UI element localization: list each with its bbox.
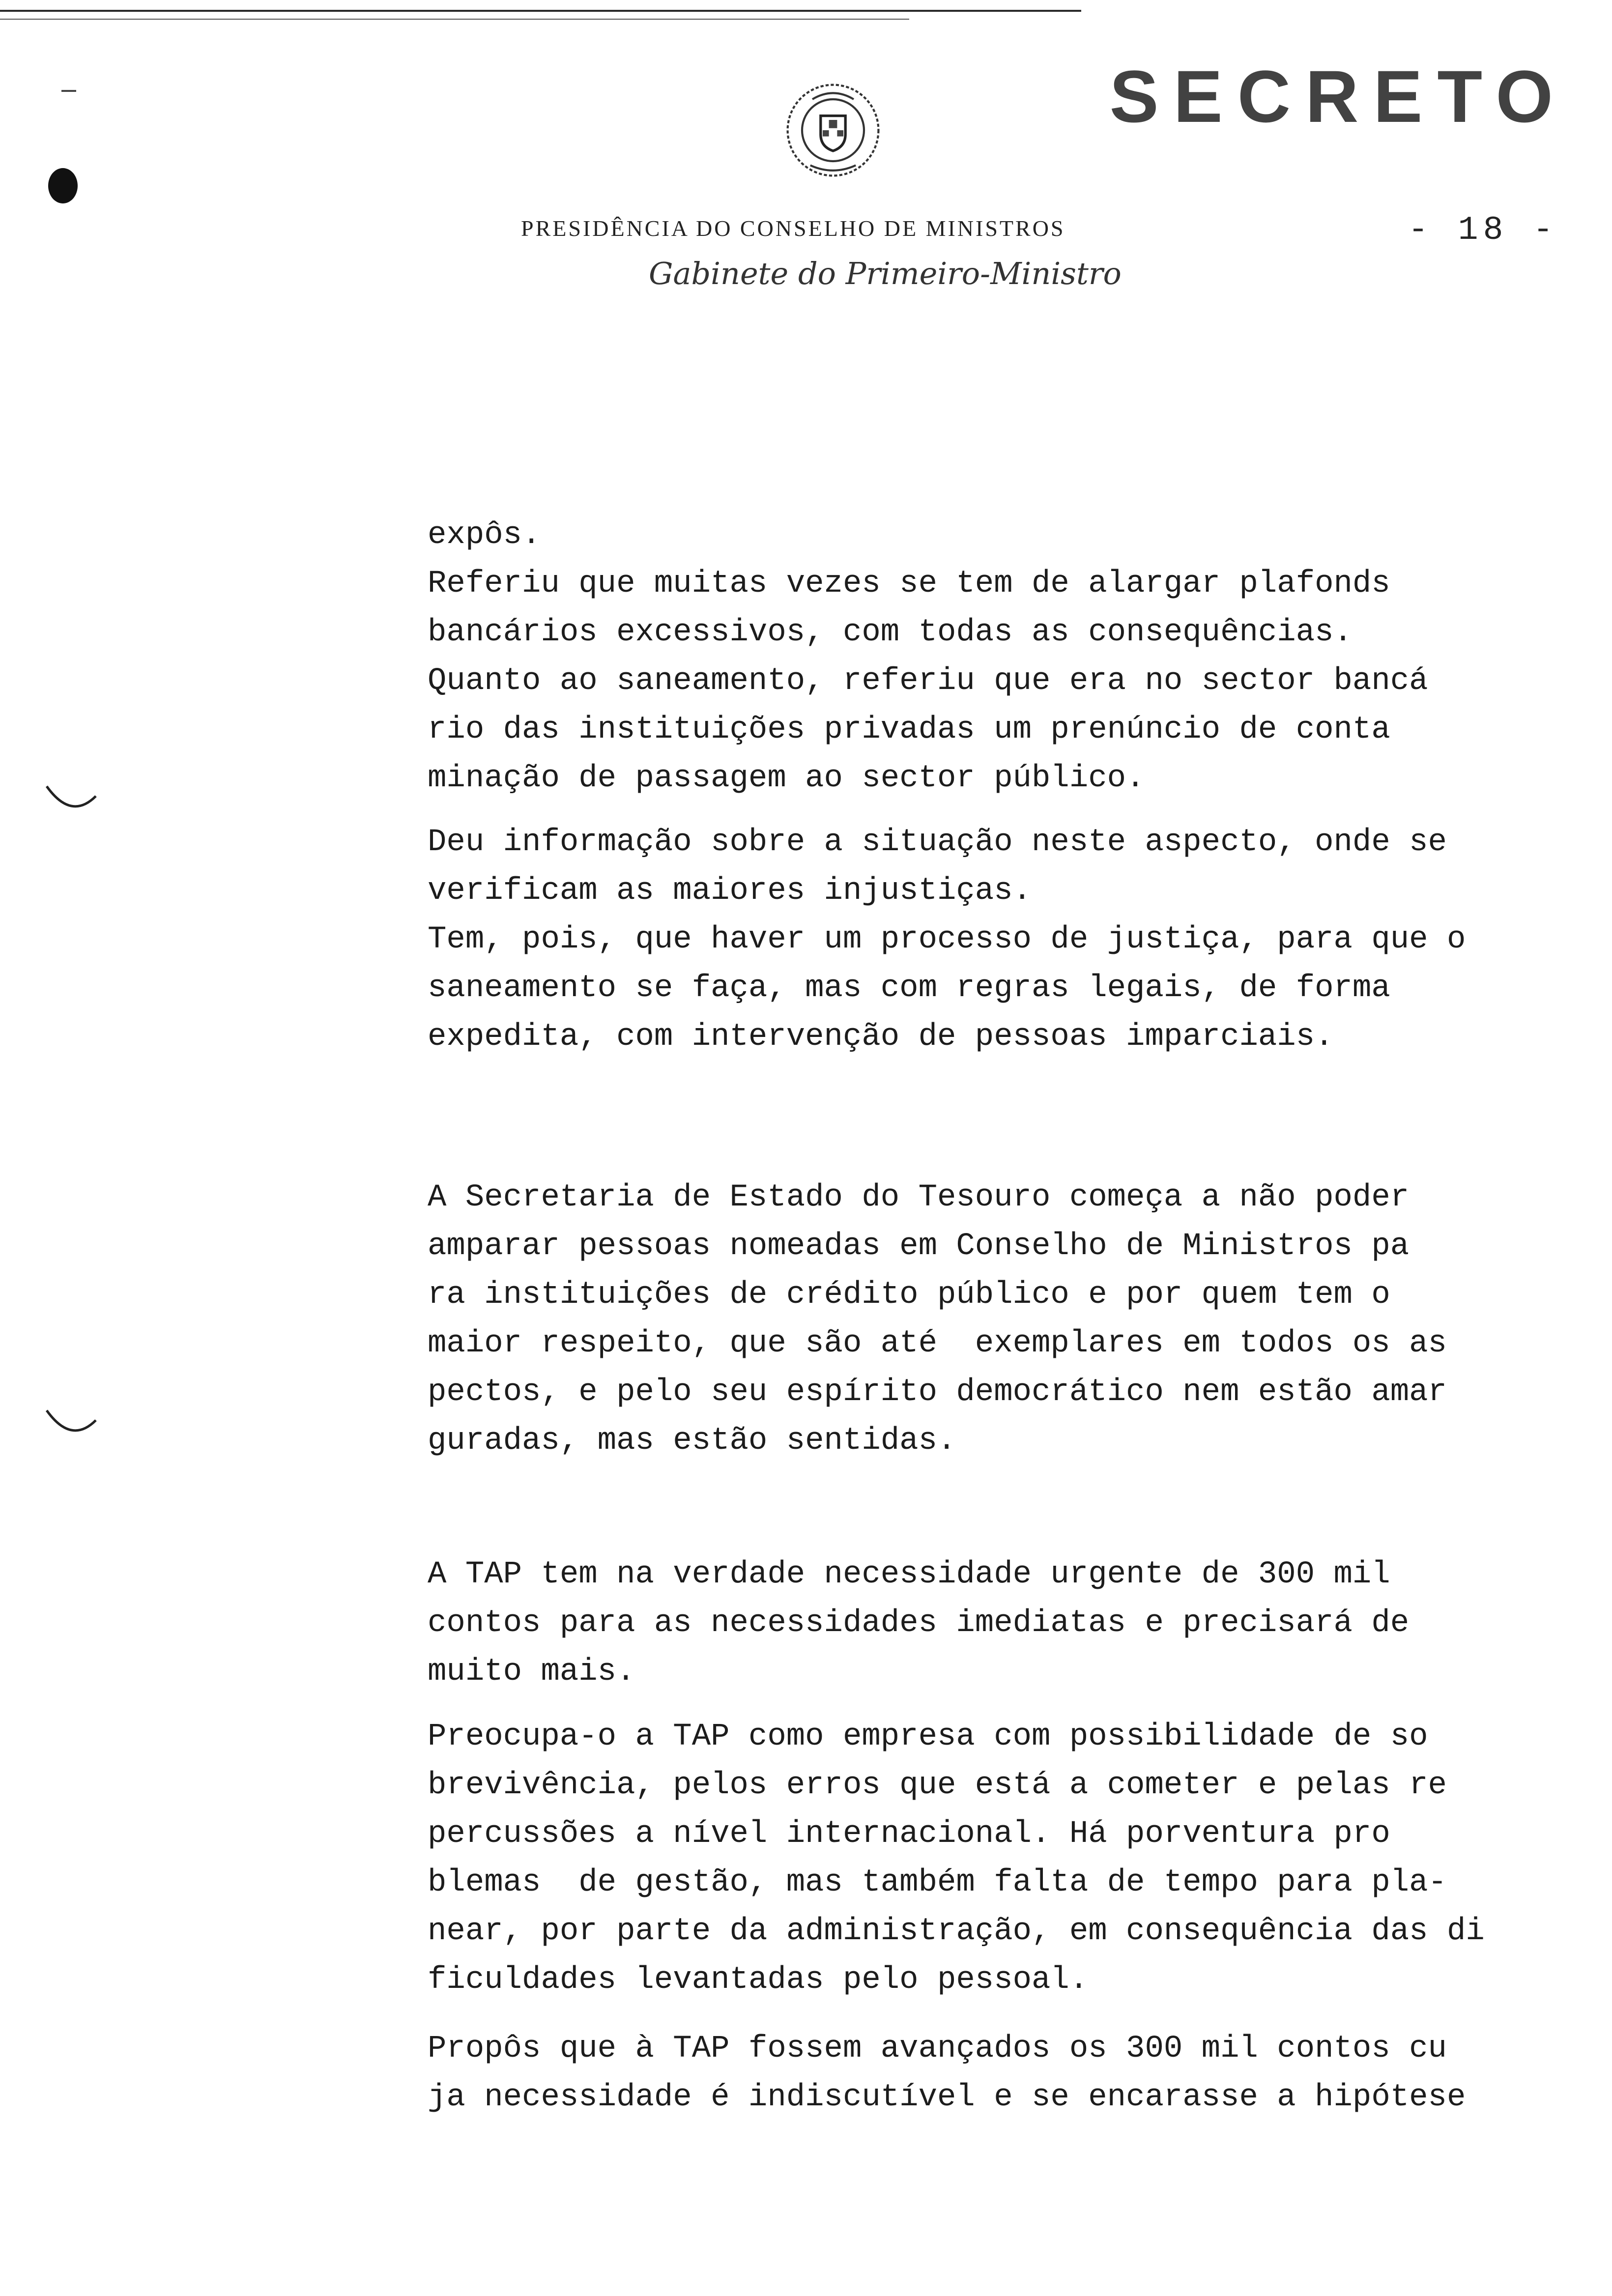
text-line: near, por parte da administração, em consequência das di bbox=[428, 1914, 1485, 1949]
paragraph bbox=[428, 1174, 1528, 1465]
text-line: ficuldades levantadas pelo pessoal. bbox=[428, 1962, 1089, 1998]
text-line: bancários excessivos, com todas as consequências. bbox=[428, 615, 1353, 650]
text-line: maior respeito, que são até exemplares em todos os as bbox=[428, 1326, 1447, 1361]
classification-stamp: SECRETO bbox=[1109, 55, 1568, 138]
text-line: percussões a nível internacional. Há porventura pro bbox=[428, 1816, 1390, 1852]
text-line: Quanto ao saneamento, referiu que era no sector bancá bbox=[428, 663, 1428, 699]
text-line: muito mais. bbox=[428, 1654, 635, 1690]
page-number: - 18 - bbox=[1408, 211, 1558, 249]
coat-of-arms-icon bbox=[781, 79, 885, 182]
text-line: verificam as maiores injustiças. bbox=[428, 873, 1032, 909]
top-rule bbox=[0, 10, 1081, 12]
text-line: blemas de gestão, mas também falta de tempo para pla- bbox=[428, 1865, 1447, 1900]
text-line: expôs. bbox=[428, 517, 541, 553]
text-line: minação de passagem ao sector público. bbox=[428, 761, 1145, 796]
top-rule-secondary bbox=[0, 19, 909, 20]
paragraph bbox=[428, 1550, 1528, 1696]
header-subtitle: Gabinete do Primeiro-Ministro bbox=[649, 256, 1122, 291]
text-line: rio das instituições privadas um prenúncio de conta bbox=[428, 712, 1390, 747]
margin-curve-mark bbox=[44, 1406, 98, 1445]
text-line: Referiu que muitas vezes se tem de alargar plafonds bbox=[428, 566, 1390, 602]
margin-dash-mark bbox=[59, 84, 88, 98]
text-line: A TAP tem na verdade necessidade urgente de 300 mil bbox=[428, 1557, 1390, 1592]
text-line: A Secretaria de Estado do Tesouro começa a não poder bbox=[428, 1180, 1410, 1215]
text-line: saneamento se faça, mas com regras legais, de forma bbox=[428, 971, 1390, 1006]
text-line: pectos, e pelo seu espírito democrático nem estão amar bbox=[428, 1375, 1447, 1410]
header-title: PRESIDÊNCIA DO CONSELHO DE MINISTROS bbox=[521, 216, 1065, 241]
text-line: brevivência, pelos erros que está a cometer e pelas re bbox=[428, 1768, 1447, 1803]
text-line: amparar pessoas nomeadas em Conselho de Ministros pa bbox=[428, 1229, 1410, 1264]
text-line: Deu informação sobre a situação neste aspecto, onde se bbox=[428, 825, 1447, 860]
text-line: ja necessidade é indiscutível e se encarasse a hipótese bbox=[428, 2080, 1466, 2115]
margin-curve-mark bbox=[44, 781, 98, 821]
paragraph bbox=[428, 2025, 1528, 2122]
text-line: guradas, mas estão sentidas. bbox=[428, 1423, 956, 1459]
punch-hole-mark bbox=[44, 162, 84, 206]
text-line: Preocupa-o a TAP como empresa com possibilidade de so bbox=[428, 1719, 1428, 1754]
paragraph bbox=[428, 1713, 1528, 2005]
text-line: ra instituições de crédito público e por quem tem o bbox=[428, 1277, 1390, 1313]
paragraph bbox=[428, 511, 1528, 803]
text-line: Propôs que à TAP fossem avançados os 300 mil contos cu bbox=[428, 2031, 1447, 2066]
text-line: expedita, com intervenção de pessoas imparciais. bbox=[428, 1019, 1334, 1055]
text-line: contos para as necessidades imediatas e precisará de bbox=[428, 1606, 1410, 1641]
text-line: Tem, pois, que haver um processo de justiça, para que o bbox=[428, 922, 1466, 957]
paragraph bbox=[428, 818, 1528, 1062]
